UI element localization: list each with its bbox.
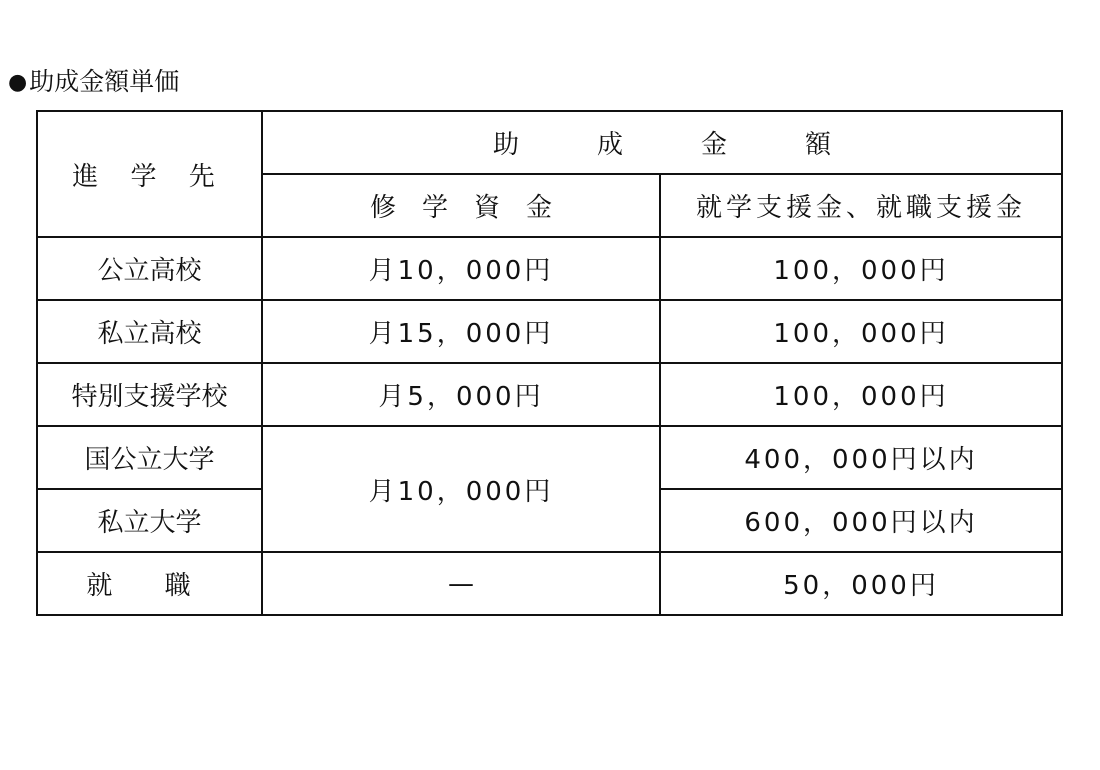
header-school-fund: 修 学 資 金 [262,174,660,237]
row-support-fund: 100，000円 [660,300,1062,363]
row-support-fund: 100，000円 [660,363,1062,426]
row-school-fund: 月5，000円 [262,363,660,426]
row-destination: 国公立大学 [37,426,262,489]
section-title: 助成金額単価 [29,67,180,96]
row-destination: 特別支援学校 [37,363,262,426]
row-support-fund: 100，000円 [660,237,1062,300]
header-grant-amount: 助 成 金 額 [262,111,1062,174]
table-row [37,300,1062,363]
row-school-fund: 月10，000円 [262,237,660,300]
row-support-fund: 600，000円以内 [660,489,1062,552]
grant-amount-table [36,110,1063,616]
header-support-fund: 就学支援金、就職支援金 [660,174,1062,237]
table-row [37,552,1062,615]
row-school-fund: — [262,552,660,615]
row-destination: 私立高校 [37,300,262,363]
row-destination: 私立大学 [37,489,262,552]
row-school-fund: 月15，000円 [262,300,660,363]
table-row [37,363,1062,426]
row-destination: 公立高校 [37,237,262,300]
row-support-fund: 50，000円 [660,552,1062,615]
header-row-1 [37,111,1062,174]
table-row [37,426,1062,489]
section-heading [8,64,179,100]
table-row [37,237,1062,300]
row-destination: 就 職 [37,552,262,615]
row-school-fund-merged: 月10，000円 [262,426,660,552]
row-support-fund: 400，000円以内 [660,426,1062,489]
bullet-icon: ● [8,70,28,95]
header-destination: 進 学 先 [37,111,262,237]
